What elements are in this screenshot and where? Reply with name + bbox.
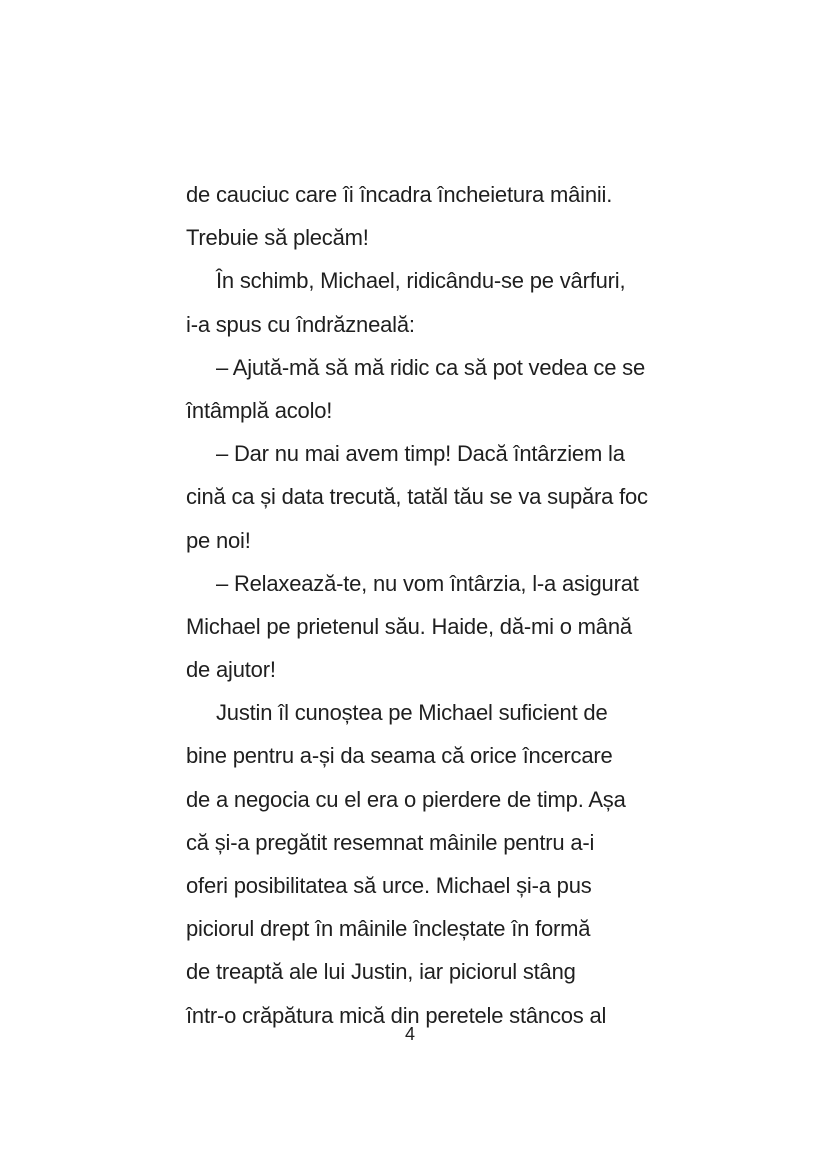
text-line: întâmplă acolo! (186, 397, 333, 423)
text-line: oferi posibilitatea să urce. Michael și-a pus (186, 873, 592, 898)
body-text (186, 173, 646, 1037)
text-line: i-a spus cu îndrăzneală: (186, 311, 415, 337)
paragraph-first-line: Justin îl cunoștea pe Michael suficient de (216, 700, 608, 726)
paragraph-first-line: În schimb, Michael, ridicându-se pe vârfuri, (216, 268, 626, 294)
text-line: bine pentru a-și da seama că orice încercare (186, 743, 613, 769)
text-line: Trebuie să plecăm! (186, 225, 369, 251)
text-line: într-o crăpătura mică din peretele stâncos al (186, 1002, 607, 1028)
dialogue-first-line: – Ajută-mă să mă ridic ca să pot vedea ce se (216, 354, 645, 380)
text-line: de ajutor! (186, 657, 276, 683)
dialogue-first-line: – Dar nu mai avem timp! Dacă întârziem la (216, 441, 625, 467)
text-line: de treaptă ale lui Justin, iar piciorul stâng (186, 959, 576, 985)
text-line: piciorul drept în mâinile încleștate în formă (186, 916, 591, 942)
text-line: pe noi! (186, 527, 251, 553)
text-line: cină ca și data trecută, tatăl tău se va supăra foc (186, 484, 648, 510)
dialogue-first-line: – Relaxează-te, nu vom întârzia, l-a asigurat (216, 570, 639, 596)
text-line: de cauciuc care îi încadra încheietura mâinii. (186, 182, 613, 207)
page-number: 4 (404, 1024, 415, 1044)
text-line: Michael pe prietenul său. Haide, dă-mi o mână (186, 613, 632, 639)
text-line: de a negocia cu el era o pierdere de timp. Așa (186, 786, 626, 812)
text-line: că și-a pregătit resemnat mâinile pentru a-i (186, 829, 595, 855)
